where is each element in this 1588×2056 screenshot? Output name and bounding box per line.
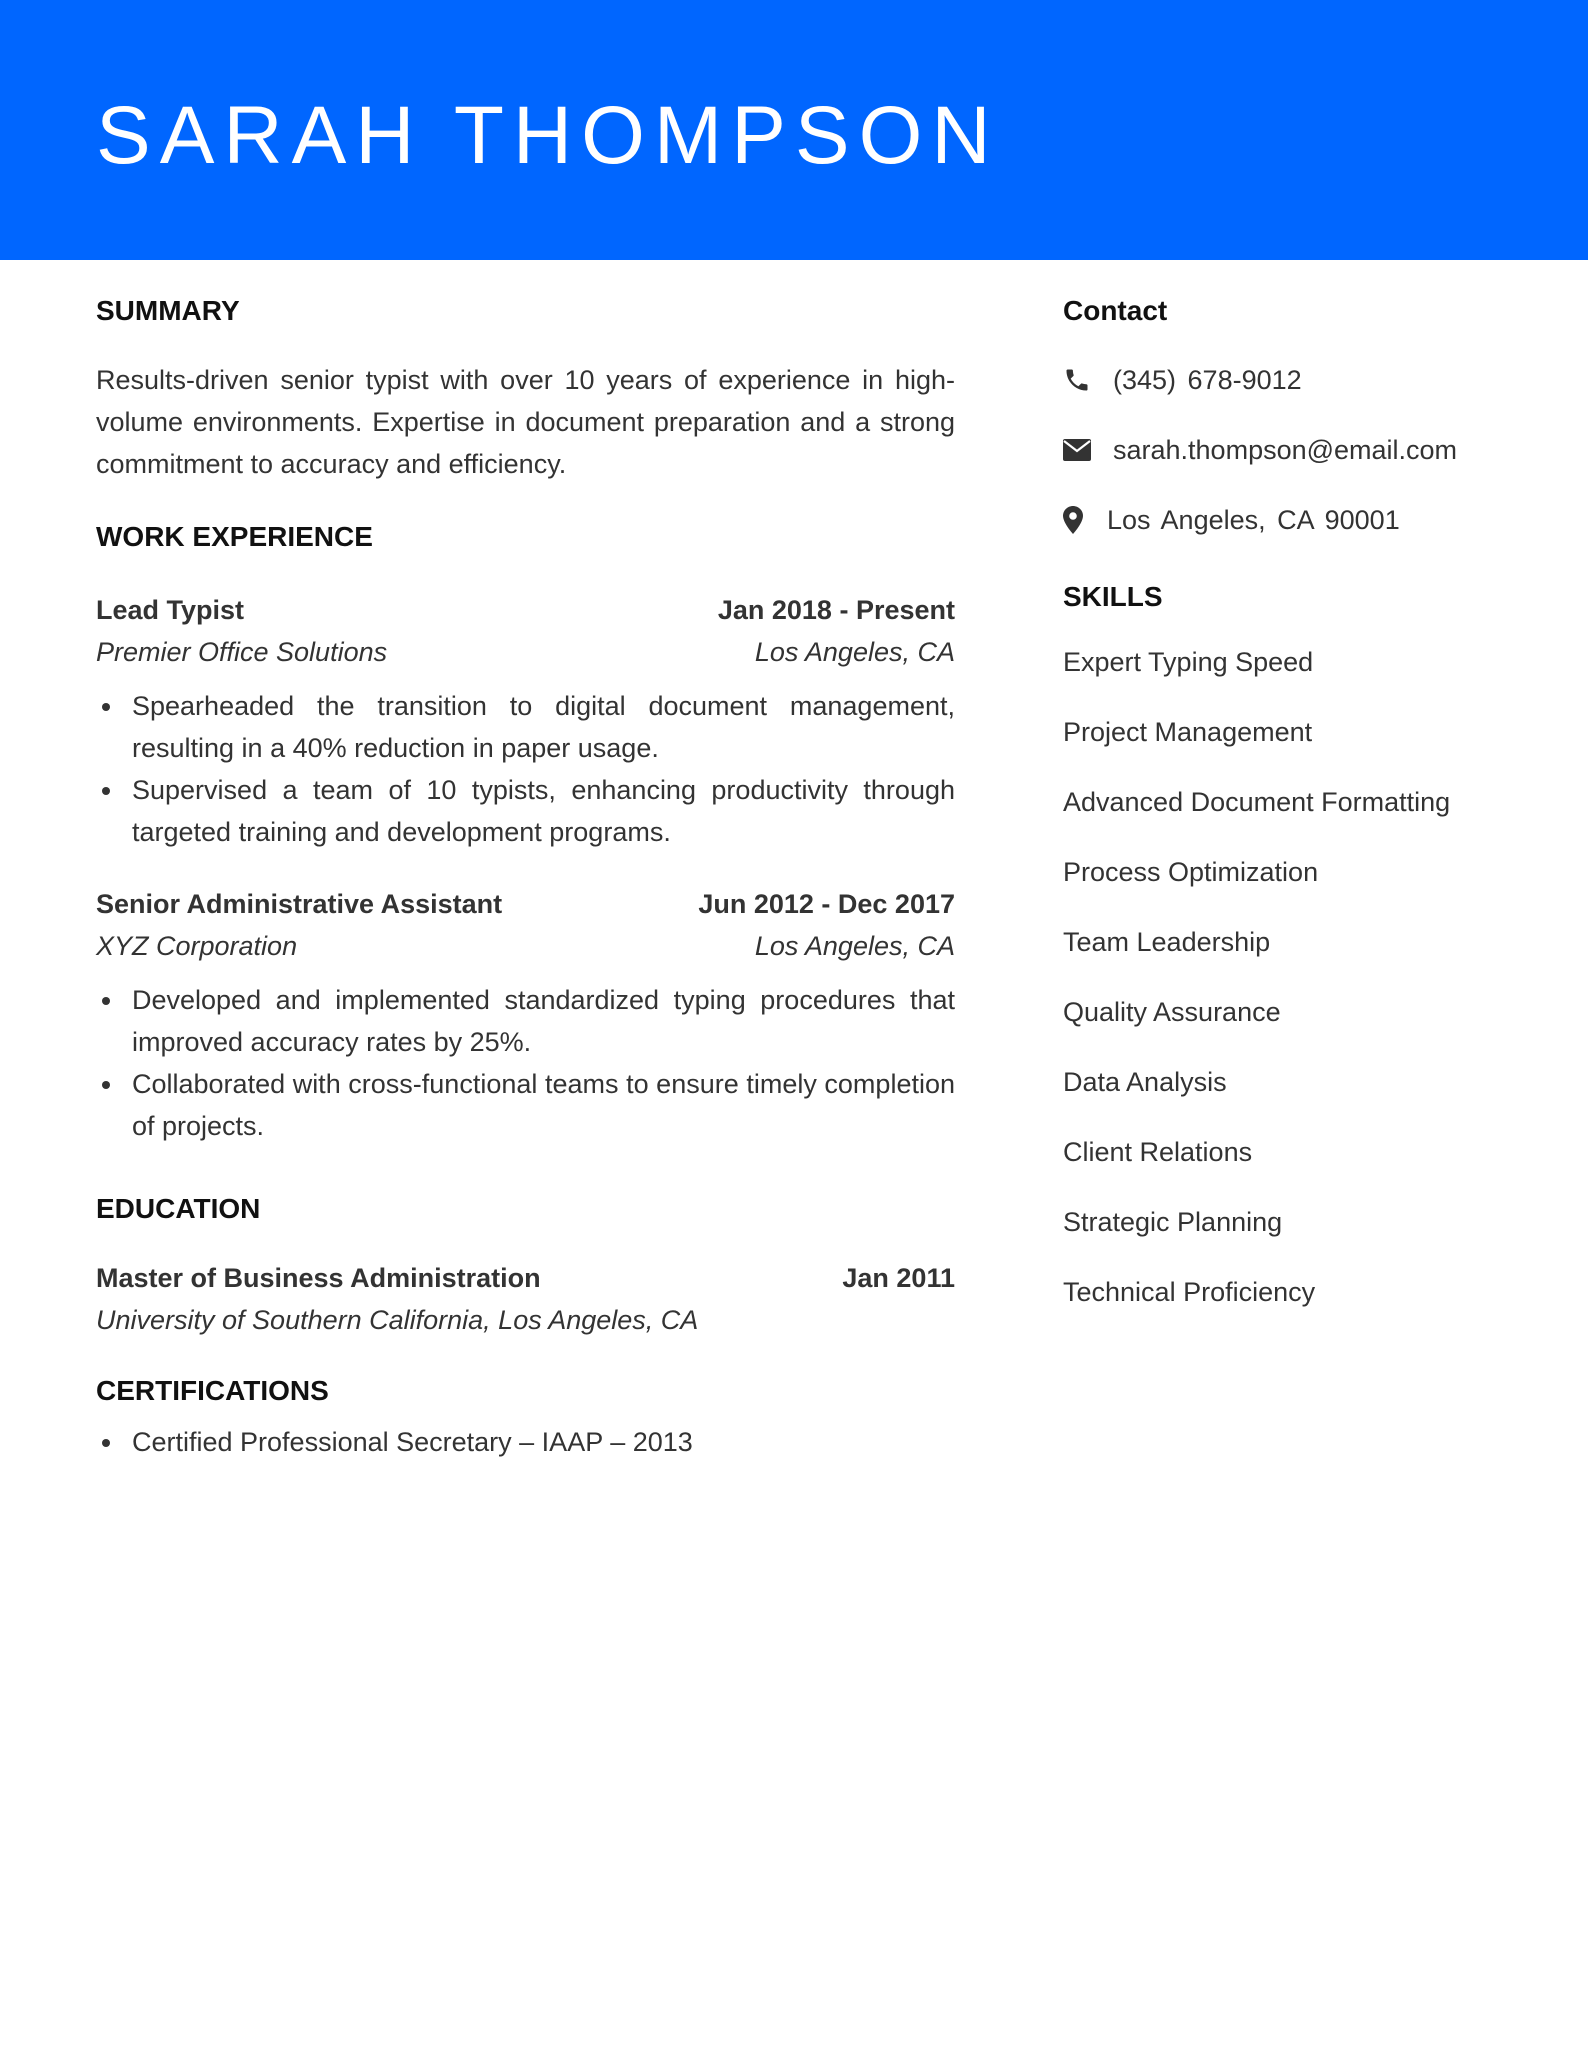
candidate-name: SARAH THOMPSON bbox=[96, 90, 1000, 181]
contact-phone-text: (345) 678-9012 bbox=[1113, 364, 1302, 395]
job-dates: Jun 2012 - Dec 2017 bbox=[698, 889, 955, 919]
job-bullet: Developed and implemented standardized typing procedures that improved accuracy rates by 25%. bbox=[96, 979, 955, 1063]
header-banner bbox=[0, 0, 1588, 260]
sidebar-column bbox=[1063, 260, 1503, 1341]
phone-icon bbox=[1063, 365, 1093, 395]
job-location: Los Angeles, CA bbox=[754, 931, 955, 961]
summary-heading: SUMMARY bbox=[96, 295, 240, 326]
skill-item: Client Relations bbox=[1063, 1137, 1253, 1167]
certifications-list bbox=[96, 1421, 955, 1463]
job-company: XYZ Corporation bbox=[96, 931, 298, 961]
job-bullet: Spearheaded the transition to digital document management, resulting in a 40% reduction in paper usage. bbox=[96, 685, 955, 769]
work-experience-heading: WORK EXPERIENCE bbox=[96, 521, 373, 552]
skill-item: Team Leadership bbox=[1063, 927, 1271, 957]
skill-item: Project Management bbox=[1063, 717, 1313, 747]
job-entry bbox=[96, 589, 955, 853]
skill-item: Strategic Planning bbox=[1063, 1207, 1283, 1237]
job-role: Senior Administrative Assistant bbox=[96, 889, 503, 919]
map-pin-icon bbox=[1063, 505, 1085, 535]
contact-location bbox=[1063, 499, 1503, 541]
job-location: Los Angeles, CA bbox=[754, 637, 955, 667]
main-column bbox=[96, 260, 955, 1463]
contact-location-text: Los Angeles, CA 90001 bbox=[1107, 504, 1400, 535]
education-school: University of Southern California, Los Angeles, CA bbox=[96, 1305, 699, 1335]
education-heading: EDUCATION bbox=[96, 1193, 261, 1224]
skills-list bbox=[1063, 641, 1503, 1313]
skill-item: Data Analysis bbox=[1063, 1067, 1227, 1097]
skill-item: Advanced Document Formatting bbox=[1063, 787, 1451, 817]
skills-heading: SKILLS bbox=[1063, 581, 1163, 612]
certifications-heading: CERTIFICATIONS bbox=[96, 1375, 329, 1406]
job-bullet: Supervised a team of 10 typists, enhancing productivity through targeted training and development programs. bbox=[96, 769, 955, 853]
summary-text: Results-driven senior typist with over 10 years of experience in high-volume environments. Expertise in document preparation and a strong commitment to accuracy and efficiency. bbox=[96, 365, 955, 479]
skill-item: Expert Typing Speed bbox=[1063, 647, 1314, 677]
envelope-icon bbox=[1063, 435, 1093, 465]
job-dates: Jan 2018 - Present bbox=[717, 595, 955, 625]
job-bullets bbox=[96, 979, 955, 1147]
certification-item: Certified Professional Secretary – IAAP – 2013 bbox=[96, 1421, 955, 1463]
skill-item: Process Optimization bbox=[1063, 857, 1319, 887]
contact-heading: Contact bbox=[1063, 295, 1168, 326]
skill-item: Quality Assurance bbox=[1063, 997, 1281, 1027]
skill-item: Technical Proficiency bbox=[1063, 1277, 1316, 1307]
education-date: Jan 2011 bbox=[842, 1263, 955, 1293]
job-company: Premier Office Solutions bbox=[96, 637, 388, 667]
job-entry bbox=[96, 883, 955, 1147]
education-degree: Master of Business Administration bbox=[96, 1263, 541, 1293]
contact-email bbox=[1063, 429, 1503, 471]
contact-phone bbox=[1063, 359, 1503, 401]
job-bullets bbox=[96, 685, 955, 853]
job-bullet: Collaborated with cross-functional teams to ensure timely completion of projects. bbox=[96, 1063, 955, 1147]
job-role: Lead Typist bbox=[96, 595, 245, 625]
contact-list bbox=[1063, 359, 1503, 541]
education-entry bbox=[96, 1257, 955, 1341]
contact-email-text[interactable]: sarah.thompson@email.com bbox=[1113, 434, 1458, 465]
